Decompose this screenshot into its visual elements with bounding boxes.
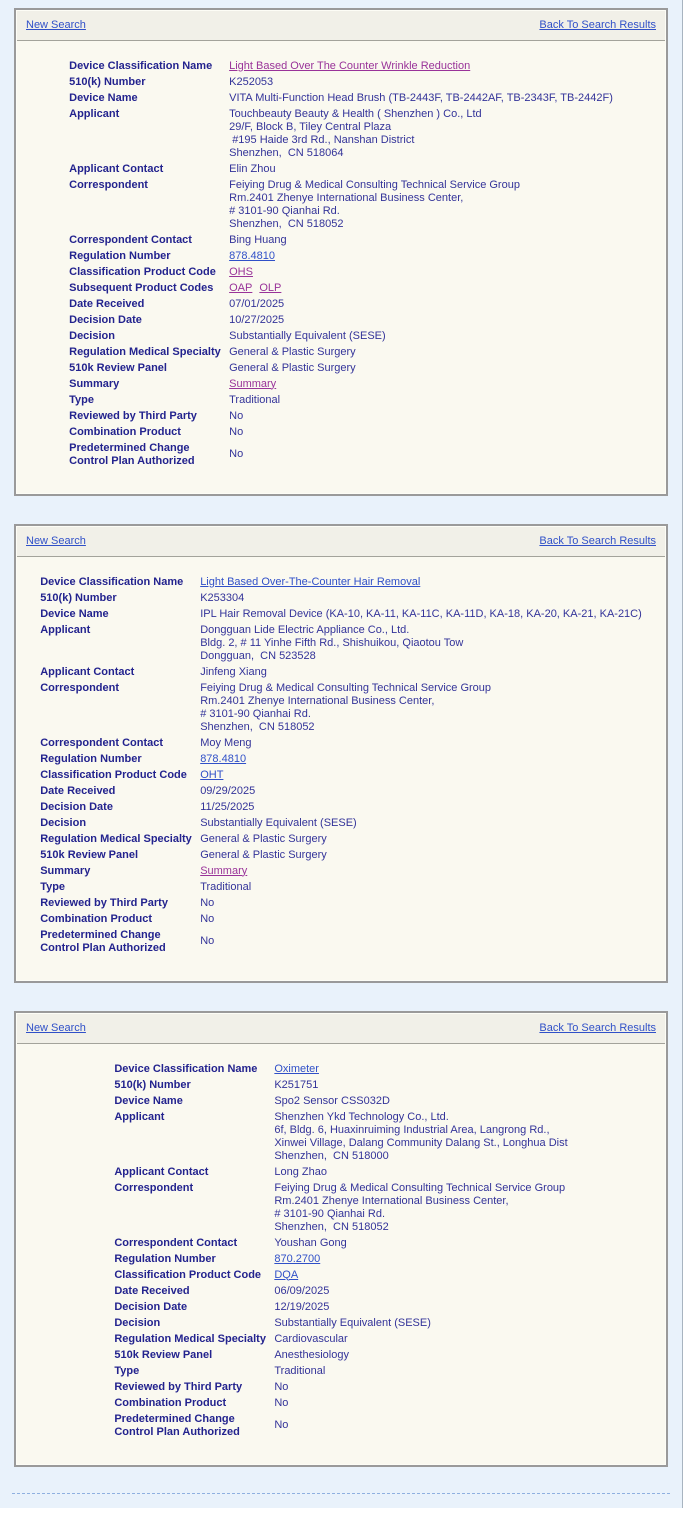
field-label: Correspondent Contact	[69, 233, 192, 246]
field-value-text: No	[200, 935, 215, 947]
new-search-link[interactable]: New Search	[26, 535, 86, 547]
field-label: Regulation Number	[114, 1252, 216, 1265]
field-value	[229, 161, 613, 177]
field-value	[274, 1093, 567, 1109]
field-label: Regulation Medical Specialty	[69, 345, 221, 358]
field-value-text: No	[274, 1380, 289, 1393]
field-label: Decision	[114, 1316, 161, 1329]
table-row	[69, 161, 613, 177]
field-value-line: Dongguan, CN 523528	[200, 649, 316, 662]
record-table	[69, 58, 613, 469]
field-value	[229, 177, 613, 232]
field-value-link[interactable]: OHT	[200, 768, 224, 781]
table-row	[114, 1299, 567, 1315]
field-label: Classification Product Code	[40, 768, 187, 781]
field-value	[274, 1061, 567, 1077]
field-label: Applicant	[114, 1110, 165, 1123]
field-value-text: No	[274, 1396, 289, 1409]
field-value	[200, 847, 642, 863]
field-value-link[interactable]: OHS	[229, 265, 253, 278]
field-value-line: Touchbeauty Beauty & Health ( Shenzhen ) Co., Ltd	[229, 107, 482, 120]
field-value-text: 07/01/2025	[229, 297, 285, 310]
table-row	[114, 1164, 567, 1180]
table-row	[40, 799, 642, 815]
field-value	[229, 106, 613, 161]
field-label: Regulation Medical Specialty	[114, 1332, 266, 1345]
field-label: Device Classification Name	[40, 575, 184, 588]
table-row	[69, 328, 613, 344]
table-row	[114, 1093, 567, 1109]
table-row	[69, 360, 613, 376]
table-row	[114, 1363, 567, 1379]
field-value-line: Rm.2401 Zhenye International Business Center,	[200, 694, 435, 707]
field-label: Applicant	[40, 623, 91, 636]
field-value	[274, 1283, 567, 1299]
record-panel-3	[14, 1011, 668, 1467]
field-value	[229, 312, 613, 328]
field-value-text: Substantially Equivalent (SESE)	[229, 329, 386, 342]
table-row	[40, 815, 642, 831]
field-value-text: Traditional	[200, 880, 252, 893]
field-value-link[interactable]: Summary	[200, 864, 248, 877]
table-row	[114, 1379, 567, 1395]
field-value	[274, 1315, 567, 1331]
record-panel-1	[14, 8, 668, 496]
field-label: Decision	[40, 816, 87, 829]
field-value-text: No	[274, 1419, 289, 1431]
table-row	[40, 831, 642, 847]
field-value-text: Traditional	[274, 1364, 326, 1377]
table-row	[69, 177, 613, 232]
field-value	[200, 751, 642, 767]
field-label: Regulation Number	[40, 752, 142, 765]
field-value	[229, 360, 613, 376]
table-row	[69, 440, 613, 469]
field-label: Subsequent Product Codes	[69, 281, 214, 294]
field-label: Applicant	[69, 107, 120, 120]
field-value	[274, 1251, 567, 1267]
field-label: Date Received	[69, 297, 145, 310]
field-label: Correspondent	[114, 1181, 194, 1194]
field-value	[200, 606, 642, 622]
table-row	[69, 74, 613, 90]
table-row	[114, 1235, 567, 1251]
field-label: 510k Review Panel	[40, 848, 139, 861]
field-value-link[interactable]: 878.4810	[229, 249, 276, 262]
field-value-text: VITA Multi-Function Head Brush (TB-2443F, TB-2442AF, TB-2343F, TB-2442F)	[229, 91, 613, 104]
field-value	[229, 232, 613, 248]
field-value-line: Rm.2401 Zhenye International Business Center,	[229, 191, 464, 204]
field-value-text: Bing Huang	[229, 233, 287, 246]
field-value	[229, 344, 613, 360]
field-value-line: 29/F, Block B, Tiley Central Plaza	[229, 120, 392, 133]
field-value-text: K253304	[200, 591, 245, 604]
table-row	[40, 751, 642, 767]
field-value-link[interactable]: Oximeter	[274, 1062, 319, 1075]
field-value-line: Xinwei Village, Dalang Community Dalang St., Longhua Dist	[274, 1136, 568, 1149]
field-value	[229, 440, 613, 469]
field-label: 510(k) Number	[40, 591, 117, 604]
field-value	[229, 376, 613, 392]
field-value-line: 6f, Bldg. 6, Huaxinruiming Industrial Area, Langrong Rd.,	[274, 1123, 550, 1136]
field-value-line: #195 Haide 3rd Rd., Nanshan District	[229, 133, 415, 146]
field-value	[200, 622, 642, 664]
field-value-link[interactable]: OLP	[259, 281, 282, 294]
field-value	[200, 799, 642, 815]
table-row	[69, 344, 613, 360]
field-value-text: 09/29/2025	[200, 784, 256, 797]
field-value-line: # 3101-90 Qianhai Rd.	[200, 707, 311, 720]
table-row	[69, 58, 613, 74]
field-value	[229, 328, 613, 344]
field-value-line: Shenzhen, CN 518052	[200, 720, 315, 733]
record-table	[40, 574, 642, 956]
table-row	[40, 927, 642, 956]
back-to-search-results-link[interactable]: Back To Search Results	[539, 535, 656, 547]
field-value	[200, 831, 642, 847]
field-value	[229, 248, 613, 264]
field-label: Correspondent Contact	[40, 736, 164, 749]
field-label: Decision	[69, 329, 115, 342]
field-label: 510k Review Panel	[69, 361, 167, 374]
table-row	[40, 590, 642, 606]
table-row	[40, 622, 642, 664]
field-value-text: IPL Hair Removal Device (KA-10, KA-11, KA-11C, KA-11D, KA-18, KA-20, KA-21, KA-21C)	[200, 607, 642, 620]
field-value-line: Feiying Drug & Medical Consulting Technical Service Group	[229, 178, 520, 191]
table-row	[69, 424, 613, 440]
field-value	[200, 783, 642, 799]
field-value	[274, 1164, 567, 1180]
table-row	[40, 574, 642, 590]
record-panel-2	[14, 524, 668, 983]
field-value-line: # 3101-90 Qianhai Rd.	[274, 1207, 386, 1220]
field-value	[200, 664, 642, 680]
field-label: Combination Product	[40, 912, 153, 925]
table-row	[114, 1251, 567, 1267]
field-value-link[interactable]: Light Based Over The Counter Wrinkle Reduction	[229, 59, 471, 72]
field-value	[229, 264, 613, 280]
field-value	[274, 1347, 567, 1363]
table-row	[114, 1061, 567, 1077]
field-value	[200, 590, 642, 606]
field-label: Device Classification Name	[69, 59, 213, 72]
table-row	[69, 248, 613, 264]
table-row	[69, 312, 613, 328]
field-value-text: 10/27/2025	[229, 313, 285, 326]
field-value	[274, 1363, 567, 1379]
field-label: Reviewed by Third Party	[69, 409, 197, 422]
table-row	[40, 606, 642, 622]
field-value-line: Feiying Drug & Medical Consulting Technical Service Group	[200, 681, 492, 694]
field-value-line: Bldg. 2, # 11 Yinhe Fifth Rd., Shishuikou, Qiaotou Tow	[200, 636, 464, 649]
field-value-text: General & Plastic Surgery	[200, 832, 327, 845]
field-value	[200, 927, 642, 956]
table-row	[69, 392, 613, 408]
field-value-link[interactable]: Summary	[229, 377, 277, 390]
field-value-text: Anesthesiology	[274, 1348, 349, 1361]
field-label: Predetermined Change Control Plan Authorized	[40, 928, 166, 954]
field-label: Type	[69, 393, 94, 406]
table-row	[40, 767, 642, 783]
field-label: Correspondent Contact	[114, 1236, 238, 1249]
field-value	[200, 680, 642, 735]
field-label: Applicant Contact	[69, 162, 164, 175]
field-label: Reviewed by Third Party	[40, 896, 168, 909]
field-value	[200, 879, 642, 895]
field-label: 510k Review Panel	[114, 1348, 213, 1361]
field-value	[200, 815, 642, 831]
field-value-line: Feiying Drug & Medical Consulting Technical Service Group	[274, 1181, 566, 1194]
field-value-text: K251751	[274, 1078, 319, 1091]
field-label: Applicant Contact	[40, 665, 135, 678]
field-value	[274, 1395, 567, 1411]
field-value-text: Cardiovascular	[274, 1332, 348, 1345]
field-label: Device Name	[40, 607, 109, 620]
field-label: Device Classification Name	[114, 1062, 258, 1075]
field-value-text: No	[229, 425, 244, 438]
field-value-text: Long Zhao	[274, 1165, 327, 1178]
field-value	[274, 1077, 567, 1093]
table-row	[69, 408, 613, 424]
table-row	[69, 280, 613, 296]
field-label: Decision Date	[69, 313, 142, 326]
table-row	[69, 296, 613, 312]
field-value	[200, 735, 642, 751]
field-value-text: No	[229, 448, 244, 460]
field-value-text: General & Plastic Surgery	[200, 848, 327, 861]
field-value-line: Shenzhen Ykd Technology Co., Ltd.	[274, 1110, 449, 1123]
field-value	[200, 911, 642, 927]
field-label: Type	[114, 1364, 140, 1377]
field-value	[200, 574, 642, 590]
field-value-text: 06/09/2025	[274, 1284, 330, 1297]
table-row	[40, 879, 642, 895]
field-value	[229, 296, 613, 312]
field-value-text: No	[200, 912, 215, 925]
field-label: Summary	[69, 377, 120, 390]
back-to-search-results-link[interactable]: Back To Search Results	[539, 19, 656, 31]
field-value-text: General & Plastic Surgery	[229, 345, 356, 358]
table-row	[40, 783, 642, 799]
field-label: Combination Product	[69, 425, 181, 438]
field-value	[229, 58, 613, 74]
field-label: Correspondent	[69, 178, 148, 191]
field-label: Applicant Contact	[114, 1165, 209, 1178]
new-search-link[interactable]: New Search	[26, 1022, 86, 1034]
field-label: Type	[40, 880, 66, 893]
table-row	[69, 106, 613, 161]
field-value	[200, 895, 642, 911]
field-value	[229, 392, 613, 408]
field-value-line: # 3101-90 Qianhai Rd.	[229, 204, 340, 217]
field-value-line: Shenzhen, CN 518052	[229, 217, 344, 230]
table-row	[114, 1267, 567, 1283]
field-value-line: Shenzhen, CN 518064	[229, 146, 344, 159]
field-value	[274, 1331, 567, 1347]
table-row	[69, 90, 613, 106]
table-row	[40, 735, 642, 751]
table-row	[114, 1283, 567, 1299]
field-value-text: Youshan Gong	[274, 1236, 347, 1249]
field-label: Combination Product	[114, 1396, 227, 1409]
field-label: 510(k) Number	[114, 1078, 191, 1091]
field-value	[274, 1235, 567, 1251]
field-label: Correspondent	[40, 681, 120, 694]
table-row	[40, 680, 642, 735]
table-row	[114, 1109, 567, 1164]
table-row	[114, 1411, 567, 1440]
back-to-search-results-link[interactable]: Back To Search Results	[539, 1022, 656, 1034]
field-label: Classification Product Code	[114, 1268, 262, 1281]
field-value	[274, 1299, 567, 1315]
field-value-text: Spo2 Sensor CSS032D	[274, 1094, 390, 1107]
field-value-line: Rm.2401 Zhenye International Business Center,	[274, 1194, 509, 1207]
panel-body	[17, 41, 665, 493]
field-value-text: Jinfeng Xiang	[200, 665, 267, 678]
field-value-text: Traditional	[229, 393, 281, 406]
field-label: Date Received	[40, 784, 116, 797]
field-value-text: 12/19/2025	[274, 1300, 330, 1313]
dashed-divider	[12, 1493, 670, 1494]
field-label: Summary	[40, 864, 91, 877]
field-value	[274, 1411, 567, 1440]
panel-header	[17, 1014, 665, 1044]
table-row	[40, 895, 642, 911]
field-label: 510(k) Number	[69, 75, 146, 88]
table-row	[69, 232, 613, 248]
field-value	[200, 863, 642, 879]
table-row	[114, 1180, 567, 1235]
table-row	[40, 847, 642, 863]
field-label: Decision Date	[40, 800, 113, 813]
field-value	[274, 1379, 567, 1395]
field-value-text: General & Plastic Surgery	[229, 361, 356, 374]
field-label: Regulation Number	[69, 249, 171, 262]
field-value	[229, 408, 613, 424]
panel-body	[17, 1044, 665, 1464]
table-row	[114, 1077, 567, 1093]
field-value-text: Moy Meng	[200, 736, 252, 749]
field-value-text: Elin Zhou	[229, 162, 276, 175]
field-value-link[interactable]: 870.2700	[274, 1252, 321, 1265]
panel-body	[17, 557, 665, 980]
field-value	[274, 1180, 567, 1235]
field-label: Regulation Medical Specialty	[40, 832, 192, 845]
field-value-line: Shenzhen, CN 518052	[274, 1220, 389, 1233]
table-row	[40, 664, 642, 680]
field-label: Device Name	[69, 91, 138, 104]
record-table	[114, 1061, 567, 1440]
table-row	[114, 1395, 567, 1411]
field-value-link[interactable]: Light Based Over-The-Counter Hair Removal	[200, 575, 421, 588]
field-value-text: Substantially Equivalent (SESE)	[274, 1316, 431, 1329]
new-search-link[interactable]: New Search	[26, 19, 86, 31]
field-label: Predetermined Change Control Plan Authorized	[114, 1412, 240, 1438]
table-row	[114, 1315, 567, 1331]
table-row	[114, 1347, 567, 1363]
field-value	[200, 767, 642, 783]
field-label: Device Name	[114, 1094, 183, 1107]
field-label: Reviewed by Third Party	[114, 1380, 243, 1393]
table-row	[114, 1331, 567, 1347]
field-value	[229, 424, 613, 440]
panel-header	[17, 527, 665, 557]
field-value-line: Dongguan Lide Electric Appliance Co., Ltd.	[200, 623, 410, 636]
table-row	[40, 863, 642, 879]
field-value-link[interactable]: 878.4810	[200, 752, 247, 765]
field-value-text: K252053	[229, 75, 274, 88]
field-value-text: No	[200, 896, 215, 909]
field-label: Predetermined Change Control Plan Authorized	[69, 441, 195, 467]
field-label: Decision Date	[114, 1300, 188, 1313]
table-row	[69, 376, 613, 392]
field-value-text: 11/25/2025	[200, 800, 255, 813]
field-value-link[interactable]: DQA	[274, 1268, 299, 1281]
field-value-text: No	[229, 409, 244, 422]
table-row	[69, 264, 613, 280]
field-label: Date Received	[114, 1284, 190, 1297]
field-value-line: Shenzhen, CN 518000	[274, 1149, 389, 1162]
field-value	[229, 280, 613, 296]
table-row	[40, 911, 642, 927]
field-label: Classification Product Code	[69, 265, 216, 278]
panel-header	[17, 11, 665, 41]
field-value	[229, 90, 613, 106]
field-value	[274, 1267, 567, 1283]
field-value	[274, 1109, 567, 1164]
field-value-text: Substantially Equivalent (SESE)	[200, 816, 357, 829]
field-value-link[interactable]: OAP	[229, 281, 253, 294]
field-value	[229, 74, 613, 90]
